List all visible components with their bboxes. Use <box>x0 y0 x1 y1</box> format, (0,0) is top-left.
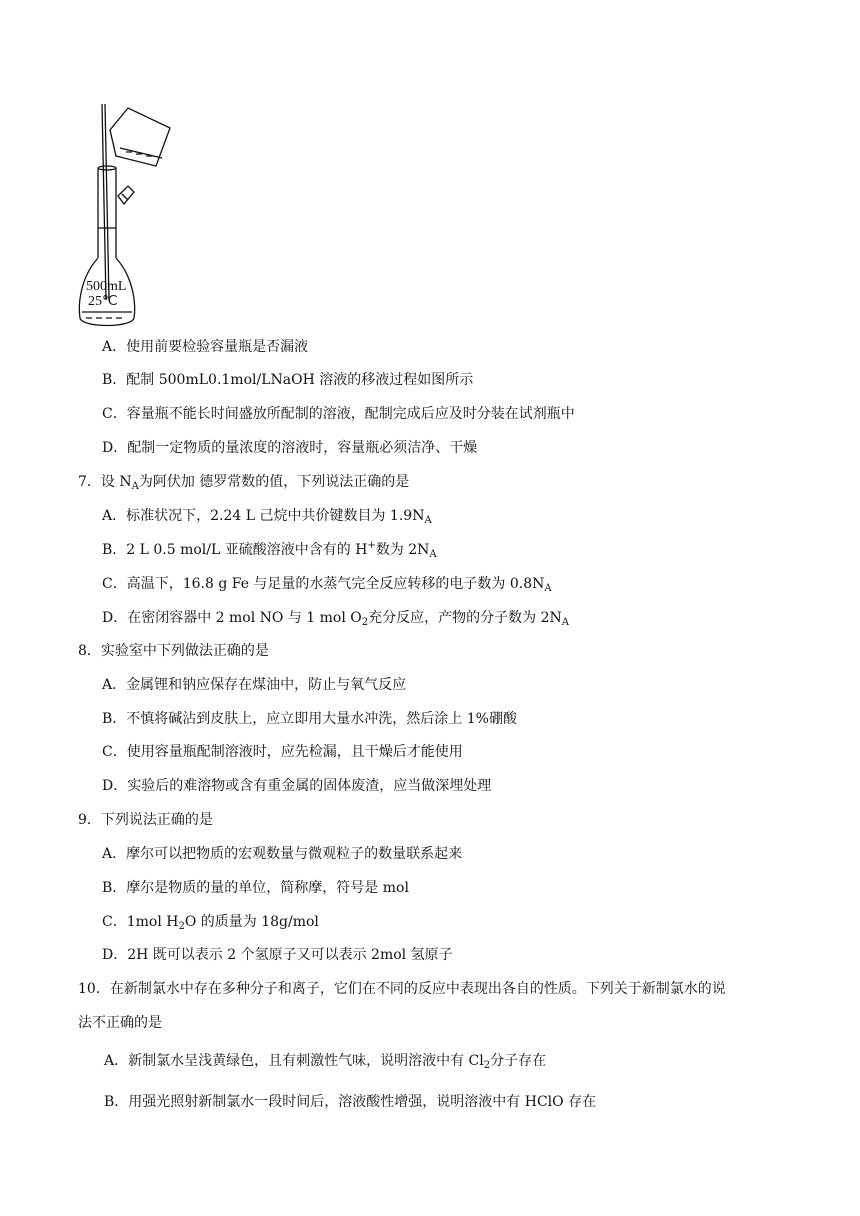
q8-option-b: B．不慎将碱沾到皮肤上，应立即用大量水冲洗，然后涂上 1%硼酸 <box>102 711 517 727</box>
q8-option-c: C．使用容量瓶配制溶液时，应先检漏，且干燥后才能使用 <box>102 744 463 760</box>
q8-option-d: D．实验后的难溶物或含有重金属的固体废渣，应当做深埋处理 <box>102 778 492 794</box>
q7-option-c: C．高温下，16.8 g Fe 与足量的水蒸气完全反应转移的电子数为 $0.8N_A$ <box>102 576 552 594</box>
q10-stem-line2: 法不正确的是 <box>78 1015 162 1031</box>
flask-temperature-label: 25℃ <box>88 294 118 309</box>
q10-option-a: A．新制氯水呈浅黄绿色，且有刺激性气味，说明溶液中有 $Cl_2$分子存在 <box>104 1053 547 1071</box>
q6-option-d: D．配制一定物质的量浓度的溶液时，容量瓶必须洁净、干燥 <box>102 440 478 456</box>
q10-stem-line1: 10．在新制氯水中存在多种分子和离子，它们在不同的反应中表现出各自的性质。下列关于新制氯水的说 <box>78 981 726 997</box>
q7-option-a: A．标准状况下，2.24 L 己烷中共价键数目为 $1.9N_A$ <box>102 508 432 526</box>
q6-option-a: A．使用前要检验容量瓶是否漏液 <box>102 339 309 355</box>
q7-option-d: D．在密闭容器中 2 mol NO 与 1 mol $O_2$充分反应，产物的分子数为 $2N_A$ <box>102 610 569 628</box>
flask-volume-label: 500mL <box>86 279 127 294</box>
q9-option-c: C．1mol $H_2O$ 的质量为 18g/mol <box>102 914 319 932</box>
q8-stem: 8．实验室中下列做法正确的是 <box>78 643 269 659</box>
q6-option-b: B．配制 500mL0.1mol/LNaOH 溶液的移液过程如图所示 <box>102 372 474 388</box>
q9-stem: 9．下列说法正确的是 <box>78 812 213 828</box>
q7-option-b: B．2 L 0.5 mol/L 亚硫酸溶液中含有的 H+数为 $2N_A$ <box>102 540 437 560</box>
q10-option-b: B．用强光照射新制氯水一段时间后，溶液酸性增强，说明溶液中有 HClO 存在 <box>104 1094 597 1110</box>
q6-option-c: C．容量瓶不能长时间盛放所配制的溶液，配制完成后应及时分装在试剂瓶中 <box>102 406 575 422</box>
q9-option-a: A．摩尔可以把物质的宏观数量与微观粒子的数量联系起来 <box>102 846 463 862</box>
q7-stem: 7．设 $N_A$为阿伏加 德罗常数的值，下列说法正确的是 <box>78 474 410 492</box>
q9-option-b: B．摩尔是物质的量的单位，简称摩，符号是 mol <box>102 880 409 896</box>
volumetric-flask-figure <box>76 100 176 332</box>
q9-option-d: D．2H 既可以表示 2 个氢原子又可以表示 2mol 氢原子 <box>102 947 453 963</box>
q8-option-a: A．金属锂和钠应保存在煤油中，防止与氧气反应 <box>102 677 407 693</box>
